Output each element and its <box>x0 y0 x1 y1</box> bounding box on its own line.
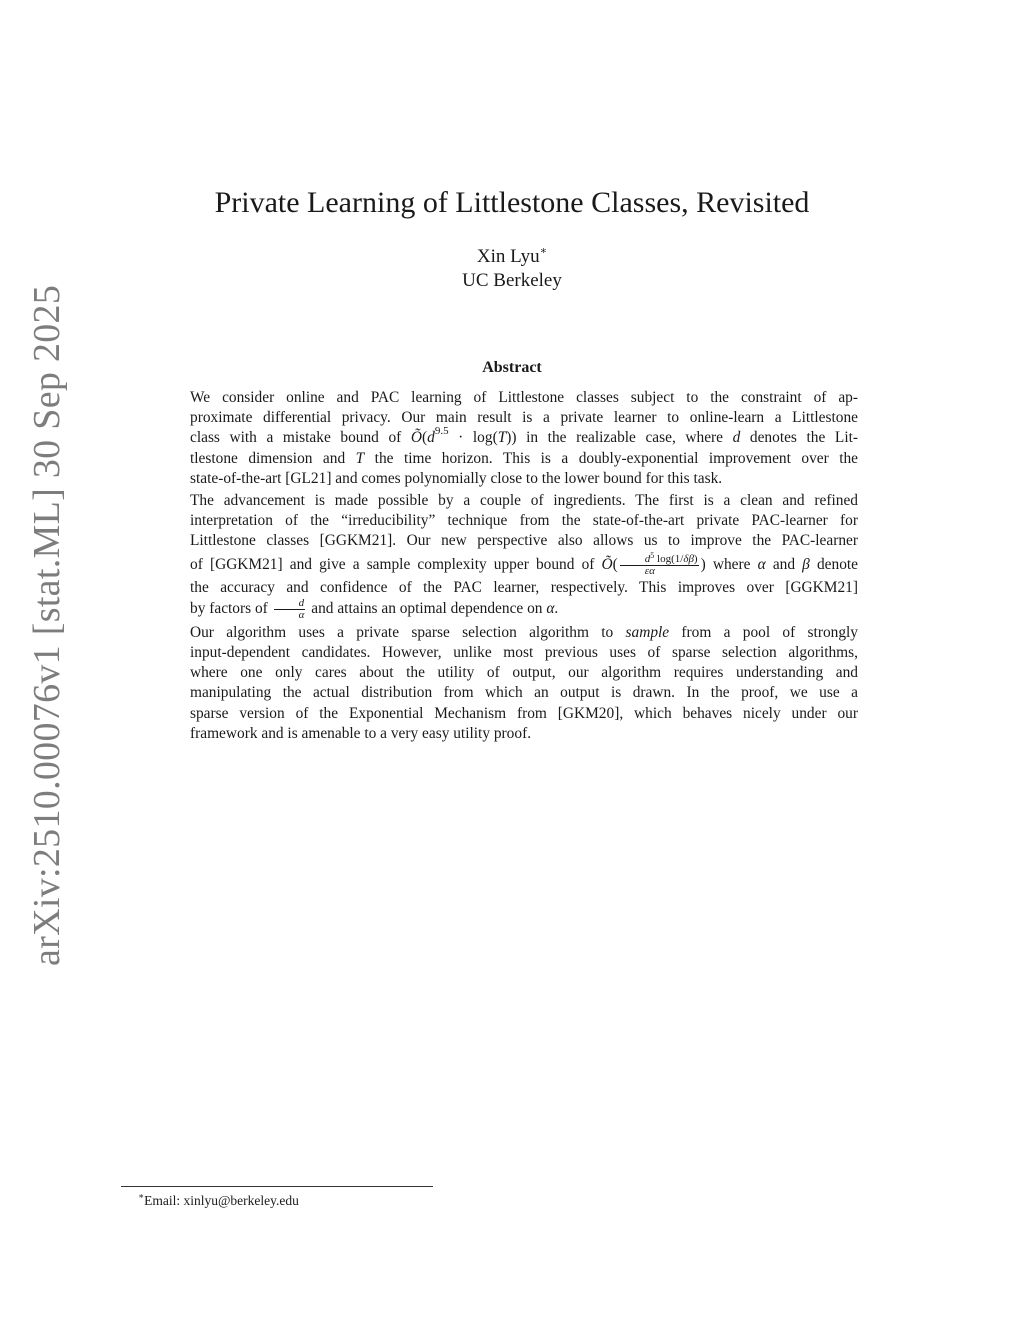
abstract-line: the accuracy and confidence of the PAC learner, respectively. This improves over [GGKM21] <box>190 578 858 596</box>
abstract-line: We consider online and PAC learning of Littlestone classes subject to the constraint of ap- <box>190 389 858 406</box>
abstract-paragraph-2 <box>166 491 858 621</box>
author-affiliation: UC Berkeley <box>462 270 562 291</box>
abstract-line: of [GGKM21] and give a sample complexity upper bound of Õ( $\frac{d^5 \log(1/\delta\beta)}{\varepsilon\alpha}$ ) where α and β denote <box>190 550 858 577</box>
abstract-line: proximate differential privacy. Our main result is a private learner to online-learn a Littlestone <box>190 409 858 427</box>
abstract-paragraph-3 <box>166 623 858 744</box>
author-name: Xin Lyu <box>476 246 540 267</box>
abstract-body <box>166 388 858 744</box>
fraction: $\frac{d^5 \log(1/\delta\beta)}{\varepsilon\alpha}$ <box>620 554 699 577</box>
footnote-text: Email: xinlyu@berkeley.edu <box>144 1193 299 1208</box>
author-line <box>0 245 1024 269</box>
abstract-line: state-of-the-art [GL21] and comes polynomially close to the lower bound for this task. <box>190 469 723 487</box>
abstract-line: manipulating the actual distribution from which an output is drawn. In the proof, we use a <box>190 684 858 702</box>
abstract-paragraph-1 <box>166 388 858 489</box>
abstract-line: tlestone dimension and T the time horizon. This is a doubly-exponential improvement over the <box>190 449 858 467</box>
abstract-line: Our algorithm uses a private sparse selection algorithm to sample from a pool of strongly <box>190 623 858 641</box>
footnote-mark: ∗ <box>138 1191 145 1201</box>
footnote <box>138 1192 299 1210</box>
arxiv-identifier: arXiv:2510.00076v1 [stat.ML] 30 Sep 2025 <box>26 284 68 966</box>
abstract-heading: Abstract <box>482 359 542 376</box>
abstract-line: input-dependent candidates. However, unlike most previous uses of sparse selection algorithms, <box>190 644 858 662</box>
abstract-line: The advancement is made possible by a couple of ingredients. The first is a clean and refined <box>190 492 858 510</box>
abstract-line: framework and is amenable to a very easy utility proof. <box>190 724 532 742</box>
author-footnote-mark: ∗ <box>539 245 548 257</box>
abstract-line: sparse version of the Exponential Mechanism from [GKM20], which behaves nicely under our <box>190 704 858 722</box>
abstract-line: by factors of $\frac{d}{\alpha}$ and attains an optimal dependence on α. <box>190 596 559 621</box>
abstract-line: class with a mistake bound of $Õ(d^{9.5} \cdot \log(T))$ in the realizable case, where d denotes the Lit- <box>190 425 858 447</box>
fraction: $\frac{d}{\alpha}$ <box>274 598 306 621</box>
abstract-line: where one only cares about the utility of output, our algorithm requires understanding and <box>190 664 858 682</box>
abstract-line: interpretation of the “irreducibility” technique from the state-of-the-art private PAC-learner for <box>190 512 858 530</box>
paper-title: Private Learning of Littlestone Classes, Revisited <box>214 186 810 219</box>
abstract-line: Littlestone classes [GGKM21]. Our new perspective also allows us to improve the PAC-learner <box>190 532 858 550</box>
footnote-rule <box>121 1186 433 1187</box>
